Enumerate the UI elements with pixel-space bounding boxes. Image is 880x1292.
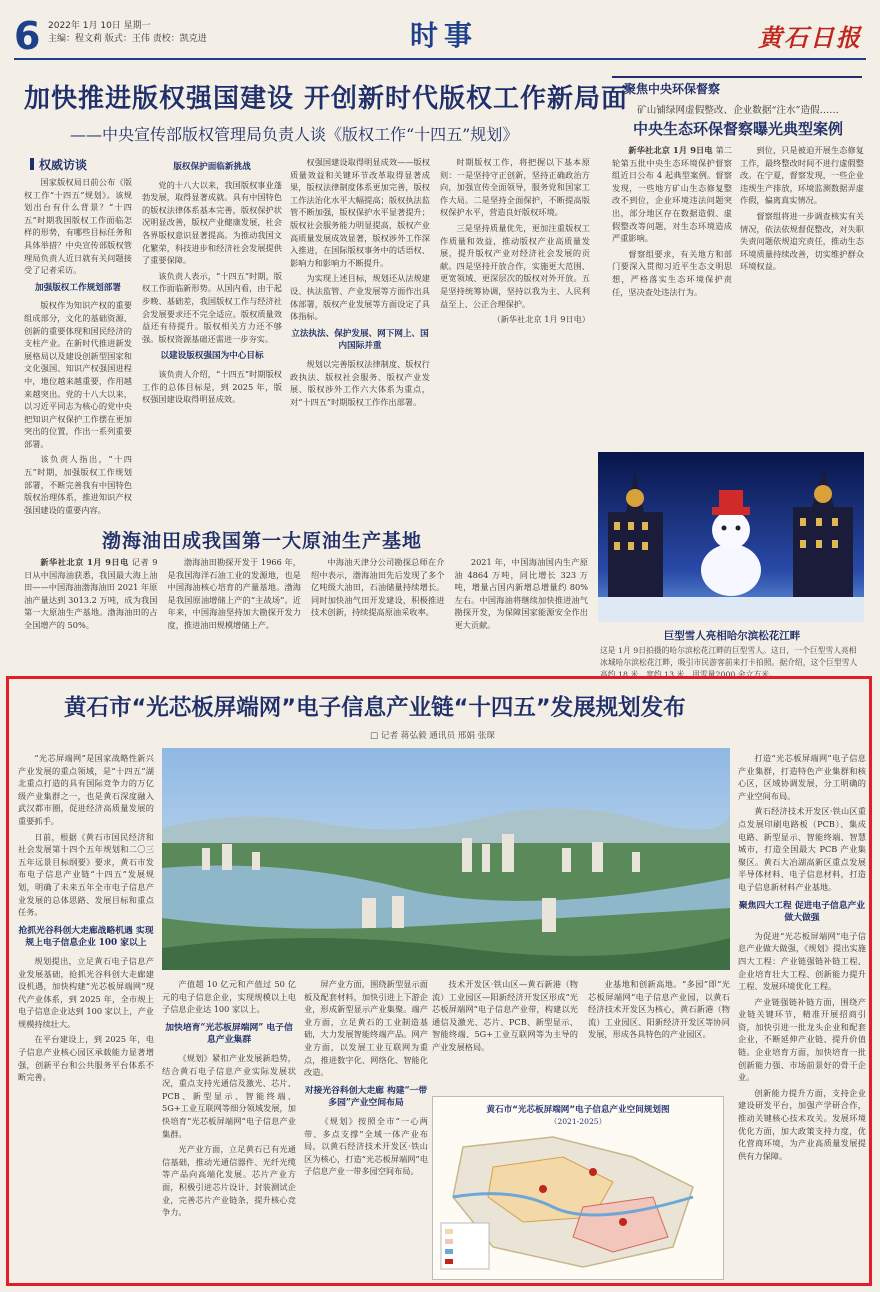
focus-label: 聚焦中央环保督察 xyxy=(624,82,721,96)
main-subheadline: ——中央宣传部版权管理局负责人谈《版权工作“十四五”规划》 xyxy=(70,125,519,144)
feature-column: 技术开发区·铁山区—黄石新港（物流）工业园区—阳新经济开发区形成“光芯板屏端网”电子信息产业带，构建以光通信及激光、芯片、PCB、新型显示、智能终端、5G+工业互联网等为主导的产业发展格局。 xyxy=(432,979,578,1052)
sub-head: 加强版权工作规划部署 xyxy=(35,282,121,293)
page-header xyxy=(14,16,866,60)
feature-column: 业基地和创新高地。“多园”即“光芯板屏端网”电子信息产业园，以黄石经济技术开发区为核心，黄石新港（物流）工业园区、阳新经济开发区等协同发展，形成各具特色的产业园区。 xyxy=(588,979,730,1040)
focus-headline: 中央生态环保督察曝光典型案例 xyxy=(632,120,843,138)
feature-column: 打造“光芯板屏端网”电子信息产业集群，打造特色产业集群和核心区，区域协调发展，分工明确的产业空间布局。 黄石经济技术开发区·铁山区重点发展印刷电路板（PCB）、集成电路、新型显示、智能终端、智慧城市，打造全国最大 PCB 产业集聚区。黄石大冶湖高新区重点发展半导体材料、电子信息材料，打造电子信息新材料产业基地。 聚焦四大工程 促进电子信息产业做大做强 为促进“光芯板屏端网”电子信息产业做大做强，《规划》提出实施四大工程：产业链强链补链工程、企业培育壮大工程、创新能力提升工程、发展环境优化工程。 产业链强链补链方面，围绕产业链关键环节，精准开展招商引资，加快引进一批龙头企业和配套企业，不断延伸产业链、提升价值链。企业培育方面，加快培育一批创新能力强、市场前景好的骨干企业。 创新能力提升方面，支持企业建设研发平台，加强产学研合作，推动关键核心技术攻关。发展环境优化方面，加大政策支持力度，优化营商环境，为产业高质量发展提供有力保障。 xyxy=(738,753,866,1161)
editors-line: 主编：程文莉 版式：王伟 责校：凯克进 xyxy=(48,34,207,44)
page-meta xyxy=(48,20,207,46)
industry-map xyxy=(432,1096,724,1280)
feature-column: 产值超 10 亿元和产值过 50 亿元的电子信息企业，实现规模以上电子信息企业达 100 家以上。 加快培育“光芯板屏端网” 电子信息产业集群 《规划》紧扣产业发展新趋势，结合黄石电子信息产业实际发展状况，重点支持光通信及激光、芯片、PCB、新型显示、智能终端、5G+工业互联网等细分领域发展，加快培育“光芯板屏端网”电子信息产业集群。 光产业方面，立足黄石已有光通信基础，推动光通信器件、光纤光缆等产品向高端化发展。芯片产业方面，积极引进芯片设计、封装测试企业，完善芯片产业链条，提升核心竞争力。 xyxy=(162,979,296,1218)
article-source: （新华社北京 1月 9日电） xyxy=(492,314,590,325)
article-column: 新华社北京 1月 9日电 第二轮第五批中央生态环境保护督察组近日公布 4 起典型案例。督察发现，一些地方矿山生态修复整改不到位，企业环境违法问题突出，部分地区存在数据造假、虚假整改等问题，对生态环境造成严重影响。 督察组要求，有关地方和部门要深入贯彻习近平生态文明思想，严格落实生态环境保护责任，坚决查处违法行为。 xyxy=(612,145,732,297)
oilfield-dateline: 新华社北京 1月 9日电 xyxy=(40,557,129,567)
focus-dateline: 新华社北京 1月 9日电 xyxy=(628,145,713,155)
section-title: 时事 xyxy=(409,19,478,52)
feature-column: “光芯屏端网”是国家战略性新兴产业发展的重点领域，是“十四五”湖北重点打造的具有国际竞争力的万亿级产业集群之一，也是黄石深度融入武汉都市圈，促进经济高质量发展的重要抓手。 日前，根据《黄石市国民经济和社会发展第十四个五年规划和二〇三五年远景目标纲要》要求，黄石市发布电子信息产业链“十四五”发展规划，明确了未来五年全市电子信息产业发展的总体思路、发展目标和重点任务。 抢抓光谷科创大走廊战略机遇 实现规上电子信息企业 100 家以上 规划提出，立足黄石电子信息产业发展基础，抢抓光谷科创大走廊建设机遇，加快构建“光芯板屏端网”现代产业体系，到 2025 年，全市规上电子信息企业达到 100 家以上，产业规模持续壮大。 在平台建设上，到 2025 年，电子信息产业核心园区承载能力显著增强，创新平台和公共服务平台体系不断完善。 xyxy=(18,753,154,1083)
sub-head: 立法执法、保护发展、网下网上、国内国际并重 xyxy=(291,328,429,352)
page-number: 6 xyxy=(14,14,41,58)
map-title: 黄石市“光芯板屏端网”电子信息产业空间规划图 xyxy=(486,1105,670,1115)
article-column: 到位，只是被迫开展生态修复工作，最终整改时间不进行虚假整改。在宁夏，督察发现，一些企业违规生产排放，环境监测数据弄虚作假，偏离真实情况。 督察组将进一步调查核实有关情况，依法依规督促整改，对失职失责问题依规追究责任，推动生态环境质量持续改善，切实维护群众环境权益。 xyxy=(740,145,864,272)
feature-headline: 黄石市“光芯板屏端网”电子信息产业链“十四五”发展规划发布 xyxy=(64,695,686,721)
focus-kicker: 矿山铺绿网虚假整改、企业数据“注水”造假…… xyxy=(637,105,839,116)
oilfield-body: 新华社北京 1月 9日电 记者 9 日从中国海油获悉，我国最大海上油田——中国海油渤海油田 2021 年原油产量达到 3013.2 万吨，成为我国第一大原油生产基地。渤海油田的占全国增产的 50%。 渤海油田勘探开发于 1966 年，是我国海洋石油工业的发源地，也是中国海油核心培育的产量基地。渤海是我国原油增储上产的“主战场”。近年来，中国海油坚持加大勘探开发力度，推进油田规模增储上产。 中海油天津分公司勘探总师在介绍中表示，渤海油田先后发现了多个亿吨级大油田，石油储量持续增长。同时加快油气田开发建设，积极推进技术创新，持续提高原油采收率。 2021 年，中国海油国内生产原油 4864 万吨，同比增长 323 万吨，增量占国内新增总增量约 80% 左右。中国海油将继续加快推进油气勘探开发，为保障国家能源安全作出更大贡献。 xyxy=(24,557,588,630)
city-aerial-photo xyxy=(162,748,730,970)
map-years: （2021-2025） xyxy=(549,1117,607,1126)
feature-subhead: 对接光谷科创大走廊 构建“一带多园”产业空间布局 xyxy=(304,1085,428,1109)
feature-subhead: 抢抓光谷科创大走廊战略机遇 实现规上电子信息企业 100 家以上 xyxy=(18,925,154,949)
newspaper-logo: 黄石日报 xyxy=(758,23,862,52)
focus-banner xyxy=(612,76,862,98)
feature-byline: □ 记者 蒋弘毅 通讯员 邢娟 张琛 xyxy=(370,731,495,741)
sub-head: 以建设版权强国为中心目标 xyxy=(160,351,264,362)
feature-subhead: 加快培育“光芯板屏端网” 电子信息产业集群 xyxy=(165,1022,293,1046)
article-column: 国家版权局日前公布《版权工作“十四五”规划》。该规划出台有什么背景？“十四五”时期我国版权工作面临怎样的形势，有哪些目标任务和具体举措？中央宣传部版权管理局负责人近日就有关问题接受了记者采访。 加强版权工作规划部署 版权作为知识产权的重要组成部分，文化的基础资源、创新的重要体现和国民经济的支柱产业。在新时代推进新发展格局以及建设创新型国家和文化强国、知识产权强国进程中，地位越来越重要，作用越来越突出。党的十八大以来，以习近平同志为核心的党中央把知识产权保护工作摆在更加突出的位置，作出一系列重要部署。 该负责人指出，“十四五”时期，加强版权工作规划部署，不断完善我有中国特色版权治理体系，推进知识产权强国建设的重要内容。 xyxy=(24,177,132,515)
main-headline: 加快推进版权强国建设 开创新时代版权工作新局面 xyxy=(24,84,629,114)
oilfield-headline: 渤海油田成我国第一大原油生产基地 xyxy=(102,530,423,552)
article-column: 时期版权工作，将把握以下基本原则：一是坚持守正创新，坚持正确政治方向，加强宣传全面领导，服务党和国家工作大局。二是坚持全面保护，不断提高版权保护水平，营造良好版权环境。 三是坚持质量优先，更加注重版权工作质量和效益，推动版权产业高质量发展，提升版权产业对经济社会发展的贡献。四是坚持开放合作，实施更大范围、更宽领域、更深层次的版权对外开放。五是坚持统筹协调，坚持以我为主、人民利益至上、公正合理保护。 （新华社北京 1月 9日电） xyxy=(440,157,590,325)
article-column: 权强国建设取得明显成效——版权质量效益和关键环节改革取得显著成果，版权法律制度体系更加完善，版权工作法治化水平大幅提高；版权执法监管不断加强，版权保护水平显著提升；版权社会服务能力明显提高，版权产业高质量发展成效显著，版权涉外工作深入推进，在国际版权事务中的话语权、影响力和影响力不断提升。 为实现上述目标，规划还从法规建设、执法监管、产业发展等方面作出具体部署，版权产业发展等方面设定了具体指标。 立法执法、保护发展、网下网上、国内国际并重 规划以完善版权法律制度、版权行政执法、版权社会服务、版权产业发展、版权涉外工作六大体系为重点，对“十四五”时期版权工作作出部署。 xyxy=(290,157,430,407)
snowman-photo xyxy=(598,452,864,622)
interview-tag: 权威访谈 xyxy=(30,156,87,173)
date-line: 2022年 1月 10日 星期一 xyxy=(48,21,151,31)
sub-head: 版权保护面临新挑战 xyxy=(173,162,251,172)
article-column: 版权保护面临新挑战 党的十八大以来，我国版权事业蓬勃发展，取得显著成就。具有中国特色的版权法律体系基本完善，版权保护状况明显改善，版权产业健康发展，社会各界版权意识显著提高。为推动我国文化繁荣，科技进步和经济社会发展提供了重要保障。 该负责人表示，“十四五”时期，版权工作面临新形势。从国内看，由于起步晚、基础差，我国版权工作与经济社会发展要求还不完全适应。版权质量效益还有待提升。版权相关方力还不够强。版权资源基础还需进一步夯实。 以建设版权强国为中心目标 该负责人介绍，“十四五”时期版权工作的总体目标是，到 2025 年，版权强国建设取得明显成效。 xyxy=(142,162,282,405)
feature-subhead: 聚焦四大工程 促进电子信息产业做大做强 xyxy=(738,900,866,924)
photo-caption: 这是 1月 9日拍摄的哈尔滨松花江畔的巨型雪人。这日，一个巨型雪人亮相冰城哈尔滨松花江畔，吸引市民游客前来打卡拍照。据介绍，这个巨型雪人高约 18 米，宽约 13 米，用雪量2000 余立方米。 xyxy=(600,646,858,679)
photo-caption-title: 巨型雪人亮相哈尔滨松花江畔 xyxy=(663,630,801,642)
feature-column: 屏产业方面，围绕新型显示面板及配套材料，加快引进上下游企业，形成新型显示产业集聚。端产业方面，立足黄石的工业制造基础，大力发展智能终端产品。网产业方面，以发展工业互联网为重点，推进数字化、网络化、智能化改造。 对接光谷科创大走廊 构建“一带多园”产业空间布局 《规划》按照全市“一心两带、多点支撑”全域一体产业布局，以黄石经济技术开发区·铁山区为核心，打造“光芯板屏端网”电子信息产业一带多园空间布局。 xyxy=(304,979,428,1177)
